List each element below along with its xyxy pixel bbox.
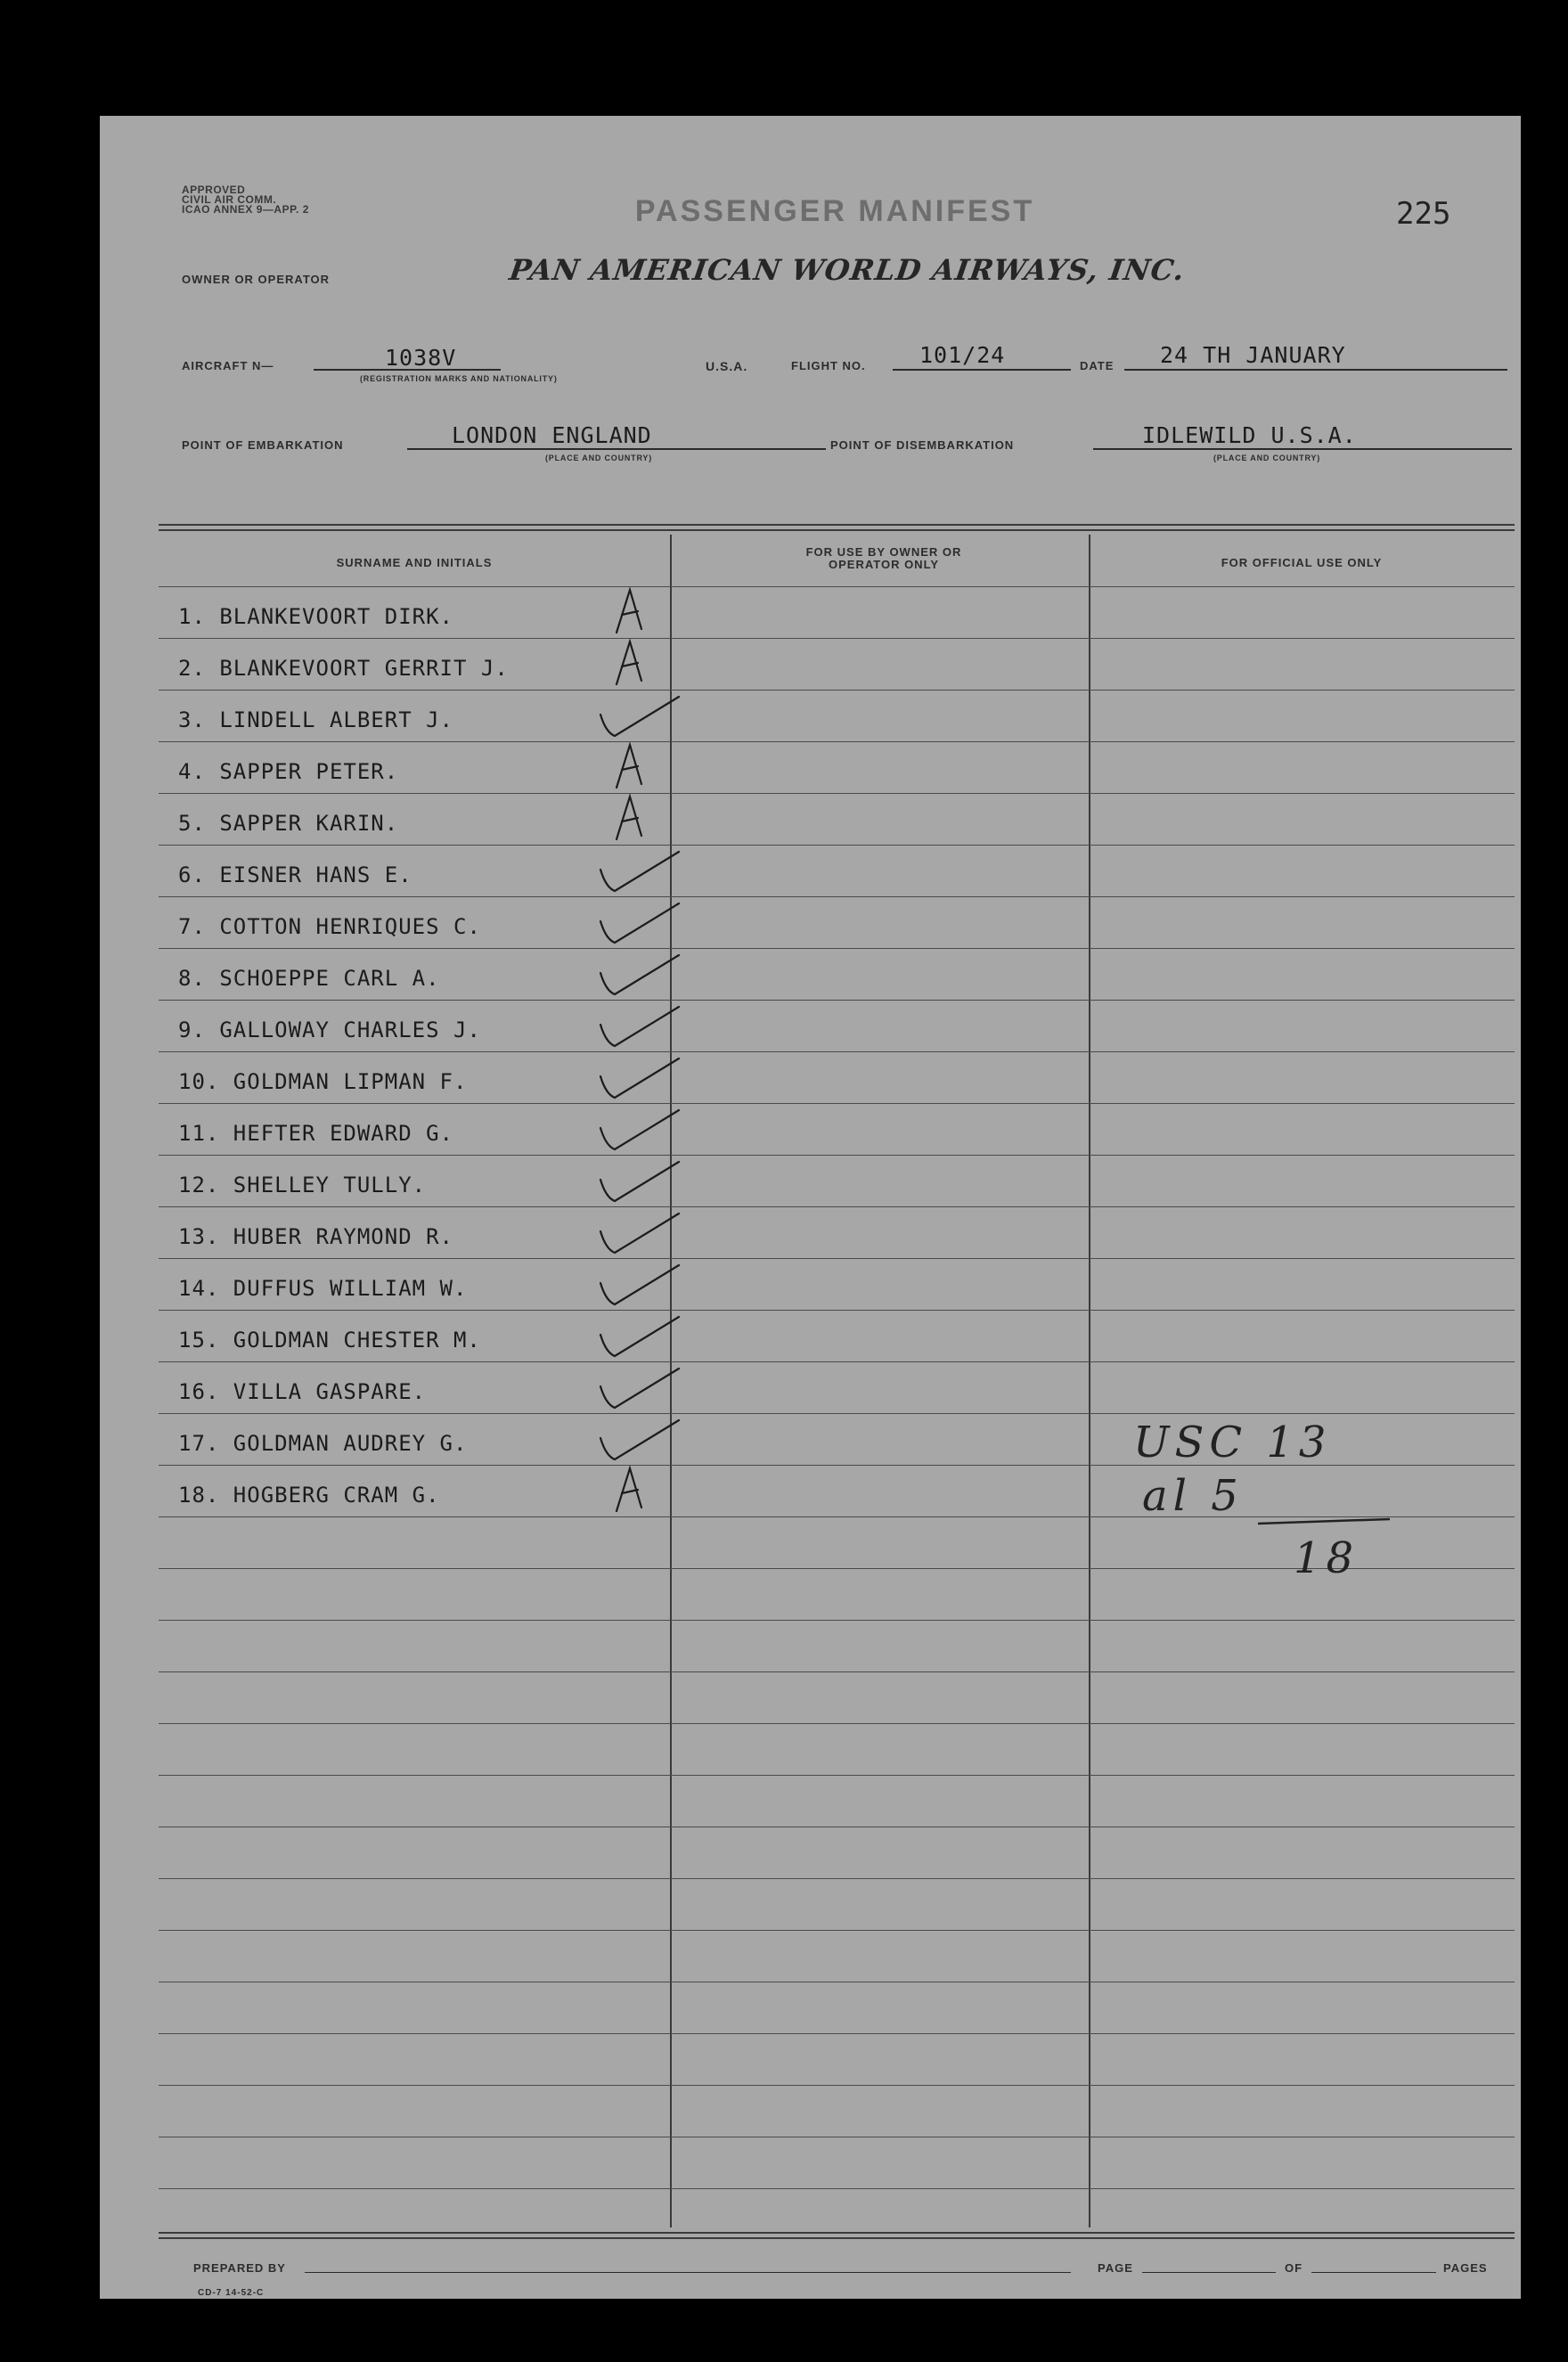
page-underline [1142,2272,1276,2273]
embarkation-sublabel: (PLACE AND COUNTRY) [545,454,653,462]
passenger-name: VILLA GASPARE. [233,1379,427,1404]
check-mark [600,955,679,994]
official-note-usc: USC 13 [1133,1418,1332,1467]
form-code: CD-7 14-52-C [198,2288,265,2298]
passenger-number: 12. [178,1173,233,1197]
passenger-name: HEFTER EDWARD G. [233,1121,453,1146]
handwritten-a-mark [617,745,641,788]
date-label: DATE [1080,359,1115,372]
check-mark [600,1110,679,1149]
check-mark [600,1162,679,1201]
passenger-name: SCHOEPPE CARL A. [219,966,440,991]
table-bottom-rule-2 [159,2237,1515,2239]
passenger-name: DUFFUS WILLIAM W. [233,1276,468,1301]
passenger-number: 3. [178,707,220,732]
nationality: U.S.A. [706,359,748,373]
aircraft-label: AIRCRAFT N— [182,359,274,372]
operator-name: PAN AMERICAN WORLD AIRWAYS, INC. [507,253,1188,287]
table-bottom-rule [159,2232,1515,2234]
check-mark [600,1420,679,1459]
approval-line-1: APPROVED [182,184,246,196]
passenger-number: 1. [178,604,220,629]
passenger-number: 11. [178,1121,233,1146]
passenger-number: 15. [178,1328,233,1353]
check-mark [600,903,679,943]
disembarkation-sublabel: (PLACE AND COUNTRY) [1213,454,1321,462]
embarkation-label: POINT OF EMBARKATION [182,438,344,452]
passenger-name: GOLDMAN LIPMAN F. [233,1069,468,1094]
passenger-name: GOLDMAN CHESTER M. [233,1328,481,1353]
passenger-name: GOLDMAN AUDREY G. [233,1431,468,1456]
passenger-name: EISNER HANS E. [219,862,412,887]
passenger-name: SHELLEY TULLY. [233,1173,427,1197]
page-number: 225 [1396,196,1451,232]
passenger-number: 10. [178,1069,233,1094]
prepared-by-label: PREPARED BY [193,2261,286,2275]
official-note-total: 18 [1294,1533,1360,1583]
handwritten-a-mark [617,1468,641,1511]
check-mark [600,1317,679,1356]
check-mark [600,1214,679,1253]
handwritten-a-mark [617,590,641,633]
approval-line-2: CIVIL AIR COMM. [182,193,277,206]
flight-label: FLIGHT NO. [791,359,866,372]
column-header-surname: SURNAME AND INITIALS [336,556,493,569]
passenger-name: GALLOWAY CHARLES J. [219,1018,481,1042]
passenger-name: HOGBERG CRAM G. [233,1483,440,1508]
disembarkation-label: POINT OF DISEMBARKATION [830,438,1015,452]
passenger-number: 16. [178,1379,233,1404]
passenger-number: 13. [178,1224,233,1249]
approval-line-3: ICAO ANNEX 9—APP. 2 [182,203,309,216]
date-value: 24 TH JANUARY [1160,342,1346,368]
passenger-number: 17. [178,1431,233,1456]
passenger-number: 4. [178,759,220,784]
embarkation-value: LONDON ENGLAND [452,422,652,448]
check-mark [600,697,679,736]
passenger-name: COTTON HENRIQUES C. [219,914,481,939]
passenger-number: 7. [178,914,220,939]
check-mark [600,1058,679,1098]
owner-label: OWNER OR OPERATOR [182,273,331,286]
column-header-official-use: FOR OFFICIAL USE ONLY [1221,556,1383,569]
check-mark [600,1265,679,1304]
page-label: PAGE [1098,2261,1133,2275]
passenger-name: BLANKEVOORT DIRK. [219,604,453,629]
passenger-number: 5. [178,811,220,836]
check-mark [600,852,679,891]
flight-value: 101/24 [919,342,1006,368]
pages-label: PAGES [1443,2261,1488,2275]
passenger-name: LINDELL ALBERT J. [219,707,453,732]
passenger-name: HUBER RAYMOND R. [233,1224,453,1249]
handwritten-a-mark [617,797,641,839]
official-total-rule [1258,1519,1390,1524]
passenger-name: SAPPER PETER. [219,759,399,784]
passenger-name: BLANKEVOORT GERRIT J. [219,656,509,681]
prepared-by-underline [305,2272,1071,2273]
manifest-sheet [100,116,1521,2299]
passenger-name: SAPPER KARIN. [219,811,399,836]
of-label: OF [1285,2261,1303,2275]
document-title: PASSENGER MANIFEST [634,194,1035,228]
passenger-number: 6. [178,862,220,887]
of-underline [1311,2272,1436,2273]
official-note-al: al 5 [1142,1471,1244,1521]
passenger-number: 14. [178,1276,233,1301]
passenger-number: 8. [178,966,220,991]
handwritten-marks [100,116,1521,2299]
check-mark [600,1369,679,1408]
disembarkation-value: IDLEWILD U.S.A. [1142,422,1357,448]
passenger-number: 9. [178,1018,220,1042]
passenger-number: 18. [178,1483,233,1508]
column-header-owner-use: FOR USE BY OWNER OR OPERATOR ONLY [805,545,962,571]
passenger-number: 2. [178,656,220,681]
aircraft-value: 1038V [385,345,457,371]
check-mark [600,1007,679,1046]
handwritten-a-mark [617,642,641,684]
aircraft-sublabel: (REGISTRATION MARKS AND NATIONALITY) [360,374,558,383]
